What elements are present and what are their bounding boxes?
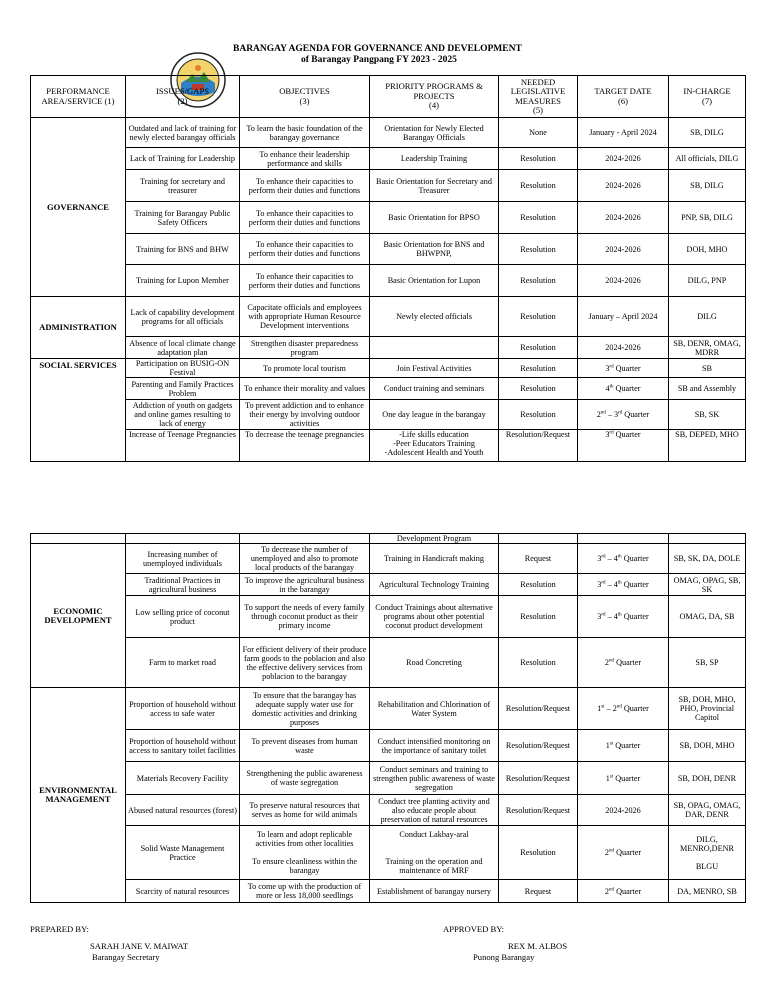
cell-incharge: OMAG, DA, SB: [669, 596, 746, 638]
cell-measure: Resolution: [499, 265, 578, 297]
table-row: [31, 795, 746, 826]
cell-objective: To enhance their morality and values: [240, 378, 370, 400]
area-administration: ADMINISTRATION: [31, 297, 126, 359]
table-row: [31, 297, 746, 337]
cell-target: 2nd – 3rd Quarter: [578, 400, 669, 430]
cell-target: January - April 2024: [578, 118, 669, 148]
table-row: [31, 265, 746, 297]
cell-issue: Solid Waste Management Practice: [126, 826, 240, 880]
cell-issue: Scarcity of natural resources: [126, 880, 240, 903]
cell-measure: Resolution: [499, 202, 578, 234]
cell-target: 2024-2026: [578, 170, 669, 202]
cell-target: 2024-2026: [578, 202, 669, 234]
cell-target: 3rd Quarter: [578, 359, 669, 378]
cell-program: Conduct training and seminars: [370, 378, 499, 400]
table-row: [31, 118, 746, 148]
cell-objective: Strengthening the public awareness of waste segregation: [240, 762, 370, 795]
area-governance: GOVERNANCE: [31, 118, 126, 297]
cell-objective: To learn and adopt replicable activities from other localities To ensure cleanliness within the barangay: [240, 826, 370, 880]
cell-measure: Resolution: [499, 148, 578, 170]
cell-target: 3rd – 4th Quarter: [578, 544, 669, 574]
cell-target: 4th Quarter: [578, 378, 669, 400]
header-in-charge: IN-CHARGE (7): [669, 76, 746, 118]
header-objectives: OBJECTIVES (3): [240, 76, 370, 118]
cell-issue: Increase of Teenage Pregnancies: [126, 430, 240, 462]
cell-incharge: OMAG, OPAG, SB, SK: [669, 574, 746, 596]
cell-objective: To decrease the number of unemployed and also to promote local products of the barangay: [240, 544, 370, 574]
cell-issue: Training for Barangay Public Safety Officers: [126, 202, 240, 234]
cell-objective: To enhance their leadership performance and skills: [240, 148, 370, 170]
cell-measure: Resolution: [499, 596, 578, 638]
table-row: [31, 574, 746, 596]
table-row: [31, 688, 746, 730]
table-row: [31, 202, 746, 234]
cell-target: 1st – 2nd Quarter: [578, 688, 669, 730]
cell-issue: Addiction of youth on gadgets and online games resulting to lack of energy: [126, 400, 240, 430]
cell-program: Conduct tree planting activity and also educate people about preservation of natural resources: [370, 795, 499, 826]
cell-target: 3rd – 4th Quarter: [578, 574, 669, 596]
cell-incharge: DOH, MHO: [669, 234, 746, 265]
cell-issue: Training for secretary and treasurer: [126, 170, 240, 202]
cell-issue: Low selling price of coconut product: [126, 596, 240, 638]
cell-incharge: DILG, MENRO,DENR BLGU: [669, 826, 746, 880]
cell-objective: To prevent diseases from human waste: [240, 730, 370, 762]
table-row: [31, 337, 746, 359]
cell-issue: Lack of capability development programs for all officials: [126, 297, 240, 337]
cell-incharge: SB, DOH, MHO, PHO, Provincial Capitol: [669, 688, 746, 730]
cell-measure: Resolution: [499, 400, 578, 430]
cell-target: 2024-2026: [578, 148, 669, 170]
cell-target: 3rd – 4th Quarter: [578, 596, 669, 638]
document-title: BARANGAY AGENDA FOR GOVERNANCE AND DEVELOPMENT: [233, 44, 522, 54]
cell-measure: Resolution/Request: [499, 795, 578, 826]
cell-issue: Absence of local climate change adaptation plan: [126, 337, 240, 359]
table-row: [31, 170, 746, 202]
cell-issue: Abused natural resources (forest): [126, 795, 240, 826]
cell-program: Newly elected officials: [370, 297, 499, 337]
cell-incharge: All officials, DILG: [669, 148, 746, 170]
approved-by-label: APPROVED BY:: [443, 924, 505, 934]
cell-measure: Resolution: [499, 378, 578, 400]
cell-issue: Farm to market road: [126, 638, 240, 688]
cell-target: 2nd Quarter: [578, 880, 669, 903]
cell-program: Conduct seminars and training to strengthen public awareness of waste segregation: [370, 762, 499, 795]
cell-incharge: SB, DILG: [669, 118, 746, 148]
cell-objective: Capacitate officials and employees with appropriate Human Resource Development interventions: [240, 297, 370, 337]
cell-objective: To enhance their capacities to perform their duties and functions: [240, 202, 370, 234]
cell-program: Development Program: [370, 534, 499, 544]
cell-target: January – April 2024: [578, 297, 669, 337]
table-row: [31, 638, 746, 688]
cell-program: [370, 337, 499, 359]
cell-program: Basic Orientation for BPSO: [370, 202, 499, 234]
cell-incharge: SB, DOH, MHO: [669, 730, 746, 762]
table-row: [31, 148, 746, 170]
cell-target: 2nd Quarter: [578, 826, 669, 880]
cell-measure: Request: [499, 544, 578, 574]
table-row: [31, 534, 746, 544]
cell-program: Basic Orientation for Lupon: [370, 265, 499, 297]
cell-issue: Materials Recovery Facility: [126, 762, 240, 795]
cell-objective: To decrease the teenage pregnancies: [240, 430, 370, 462]
cell-incharge: PNP, SB, DILG: [669, 202, 746, 234]
cell-incharge: DILG, PNP: [669, 265, 746, 297]
cell-objective: For efficient delivery of their produce farm goods to the poblacion and also the effective delivery services from poblacion to the barangay: [240, 638, 370, 688]
cell-target: 2024-2026: [578, 337, 669, 359]
cell-issue: Parenting and Family Practices Problem: [126, 378, 240, 400]
area-social-services: SOCIAL SERVICES: [31, 359, 126, 462]
cell-program: Basic Orientation for Secretary and Treasurer: [370, 170, 499, 202]
cell-issue: Lack of Training for Leadership: [126, 148, 240, 170]
table-row: [31, 762, 746, 795]
cell-issue: Traditional Practices in agricultural business: [126, 574, 240, 596]
cell-issue: Increasing number of unemployed individuals: [126, 544, 240, 574]
prepared-by-name: SARAH JANE V. MAIWAT: [90, 941, 189, 951]
cell-issue: Participation on BUSIG-ON Festival: [126, 359, 240, 378]
cell-program: One day league in the barangay: [370, 400, 499, 430]
table-row: [31, 730, 746, 762]
approved-by-title: Punong Barangay: [473, 952, 535, 962]
cell-program: Basic Orientation for BNS and BHWPNP,: [370, 234, 499, 265]
cell-program: Establishment of barangay nursery: [370, 880, 499, 903]
cell-incharge: SB, SK: [669, 400, 746, 430]
cell-target: 2024-2026: [578, 265, 669, 297]
document-subtitle: of Barangay Pangpang FY 2023 - 2025: [301, 55, 457, 65]
cell-measure: Resolution: [499, 170, 578, 202]
cell-objective: To support the needs of every family through coconut product as their primary income: [240, 596, 370, 638]
cell-incharge: SB, OPAG, OMAG, DAR, DENR: [669, 795, 746, 826]
document-title-block: [233, 44, 522, 66]
cell-objective: To come up with the production of more or less 18,000 seedlings: [240, 880, 370, 903]
cell-program: Conduct intensified monitoring on the importance of sanitary toilet: [370, 730, 499, 762]
cell-issue: Training for BNS and BHW: [126, 234, 240, 265]
cell-objective: To promote local tourism: [240, 359, 370, 378]
cell-measure: Resolution/Request: [499, 688, 578, 730]
table-row: [31, 544, 746, 574]
table-row: [31, 430, 746, 462]
cell-objective: To enhance their capacities to perform their duties and functions: [240, 265, 370, 297]
table-row: [31, 359, 746, 378]
area-environmental-management: ENVIRONMENTAL MANAGEMENT: [31, 688, 126, 903]
cell-incharge: DA, MENRO, SB: [669, 880, 746, 903]
cell-objective: To enhance their capacities to perform their duties and functions: [240, 170, 370, 202]
cell-incharge: SB and Assembly: [669, 378, 746, 400]
table-row: [31, 596, 746, 638]
cell-objective: Strengthen disaster preparedness program: [240, 337, 370, 359]
header-priority-programs: PRIORITY PROGRAMS & PROJECTS (4): [370, 76, 499, 118]
cell-program: Join Festival Activities: [370, 359, 499, 378]
cell-issue: Proportion of household without access to sanitary toilet facilities: [126, 730, 240, 762]
cell-target: 2024-2026: [578, 795, 669, 826]
agenda-table-page2: [30, 533, 746, 903]
table-row: [31, 880, 746, 903]
cell-target: 2024-2026: [578, 234, 669, 265]
cell-target: 1st Quarter: [578, 762, 669, 795]
cell-incharge: SB, DEPED, MHO: [669, 430, 746, 462]
cell-measure: Resolution: [499, 574, 578, 596]
cell-objective: To ensure that the barangay has adequate supply water use for domestic activities and drinking purposes: [240, 688, 370, 730]
cell-program: -Life skills education -Peer Educators Training -Adolescent Health and Youth: [370, 430, 499, 462]
cell-measure: Resolution/Request: [499, 762, 578, 795]
cell-issue: Outdated and lack of training for newly elected barangay officials: [126, 118, 240, 148]
table-header-row: [31, 76, 746, 118]
table-row: [31, 378, 746, 400]
approved-by-name: REX M. ALBOS: [508, 941, 567, 951]
cell-program: Conduct Lakbay-aral Training on the operation and maintenance of MRF: [370, 826, 499, 880]
cell-incharge: SB, SK, DA, DOLE: [669, 544, 746, 574]
cell-program: Training in Handicraft making: [370, 544, 499, 574]
cell-measure: Resolution: [499, 826, 578, 880]
cell-target: 2nd Quarter: [578, 638, 669, 688]
header-issues-gaps: ISSUES/GAPS (2): [126, 76, 240, 118]
cell-objective: To prevent addiction and to enhance their energy by involving outdoor activities: [240, 400, 370, 430]
cell-objective: To preserve natural resources that serves as home for wild animals: [240, 795, 370, 826]
header-performance-area: PERFORMANCE AREA/SERVICE (1): [31, 76, 126, 118]
cell-objective: To enhance their capacities to perform their duties and functions: [240, 234, 370, 265]
cell-issue: Training for Lupon Member: [126, 265, 240, 297]
cell-program: Conduct Trainings about alternative programs about other potential coconut product development: [370, 596, 499, 638]
cell-incharge: SB, DENR, OMAG, MDRR: [669, 337, 746, 359]
cell-measure: Resolution: [499, 337, 578, 359]
cell-program: Orientation for Newly Elected Barangay Officials: [370, 118, 499, 148]
cell-measure: Request: [499, 880, 578, 903]
cell-issue: Proportion of household without access to safe water: [126, 688, 240, 730]
agenda-table-page1: [30, 75, 746, 462]
cell-incharge: SB, DOH, DENR: [669, 762, 746, 795]
cell-incharge: SB: [669, 359, 746, 378]
cell-target: 1st Quarter: [578, 730, 669, 762]
prepared-by-label: PREPARED BY:: [30, 924, 89, 934]
table-row: [31, 234, 746, 265]
cell-program: Road Concreting: [370, 638, 499, 688]
cell-objective: To learn the basic foundation of the barangay governance: [240, 118, 370, 148]
area-economic-development: ECONOMIC DEVELOPMENT: [31, 544, 126, 688]
table-row: [31, 826, 746, 880]
header-target-date: TARGET DATE (6): [578, 76, 669, 118]
cell-program: Leadership Training: [370, 148, 499, 170]
cell-measure: Resolution: [499, 234, 578, 265]
cell-measure: Resolution: [499, 359, 578, 378]
cell-measure: Resolution: [499, 297, 578, 337]
cell-measure: Resolution/Request: [499, 430, 578, 462]
cell-measure: Resolution/Request: [499, 730, 578, 762]
cell-measure: None: [499, 118, 578, 148]
cell-incharge: SB, DILG: [669, 170, 746, 202]
prepared-by-title: Barangay Secretary: [92, 952, 160, 962]
table-row: [31, 400, 746, 430]
cell-incharge: DILG: [669, 297, 746, 337]
header-legislative-measures: NEEDED LEGISLATIVE MEASURES (5): [499, 76, 578, 118]
cell-objective: To improve the agricultural business in the barangay: [240, 574, 370, 596]
cell-incharge: SB, SP: [669, 638, 746, 688]
cell-program: Agricultural Technology Training: [370, 574, 499, 596]
cell-target: 3rd Quarter: [578, 430, 669, 462]
cell-program: Rehabilitation and Chlorination of Water System: [370, 688, 499, 730]
cell-measure: Resolution: [499, 638, 578, 688]
